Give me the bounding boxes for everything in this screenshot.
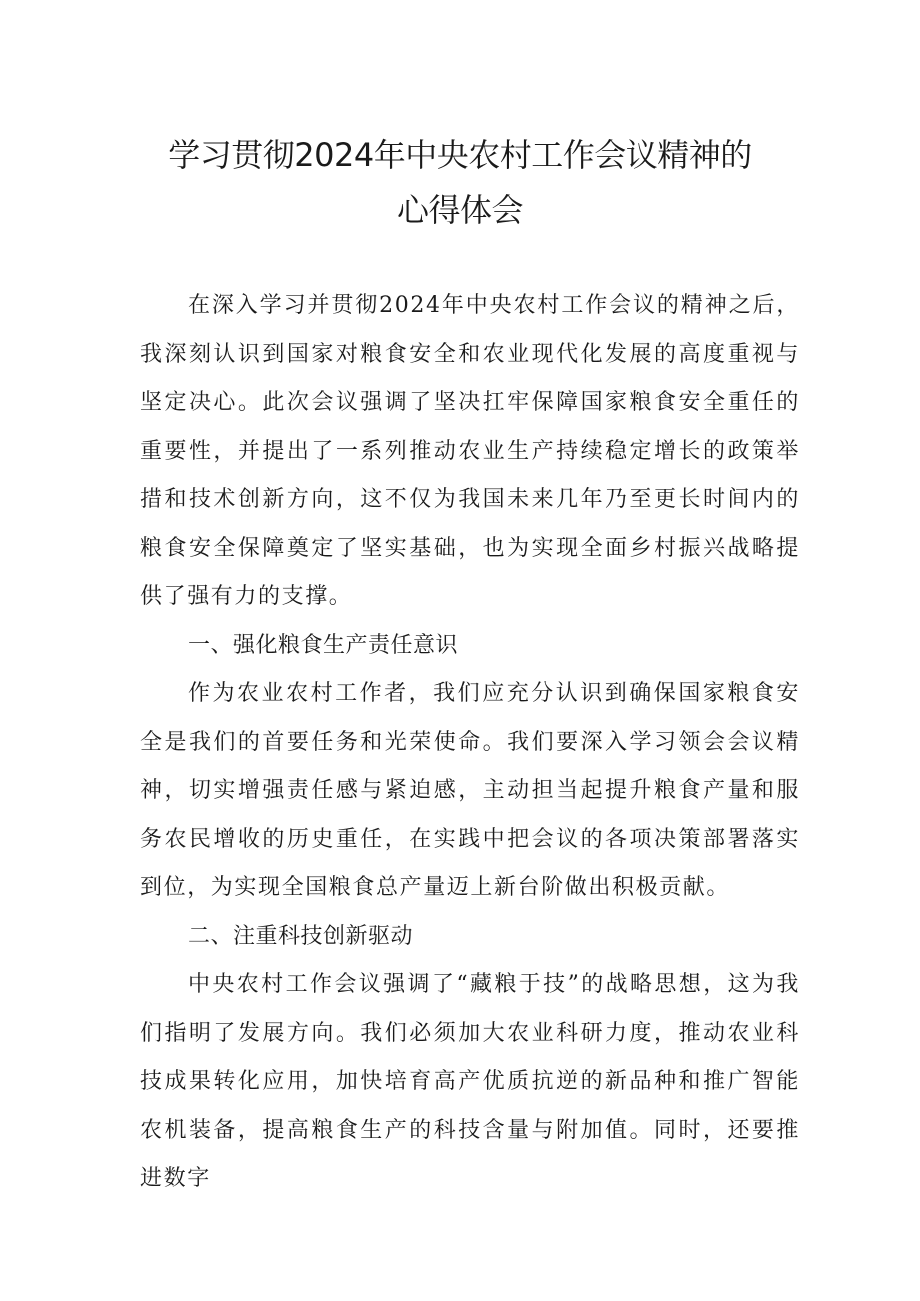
intro-paragraph: 在深入学习并贯彻2024年中央农村工作会议的精神之后，我深刻认识到国家对粮食安全和农业现代化发展的高度重视与坚定决心。此次会议强调了坚决扛牢保障国家粮食安全重任的重要性，并提出了一系列推动农业生产持续稳定增长的政策举措和技术创新方向，这不仅为我国未来几年乃至更长时间内的粮食安全保障奠定了坚实基础，也为实现全面乡村振兴战略提供了强有力的支撑。	[140, 293, 800, 609]
document-title-line-1: 学习贯彻2024年中央农村工作会议精神的	[168, 136, 752, 174]
section-paragraph-1: 作为农业农村工作者，我们应充分认识到确保国家粮食安全是我们的首要任务和光荣使命。我们要深入学习领会会议精神，切实增强责任感与紧迫感，主动担当起提升粮食产量和服务农民增收的历史重任，在实践中把会议的各项决策部署落实到位，为实现全国粮食总产量迈上新台阶做出积极贡献。	[140, 681, 800, 900]
document-body	[140, 282, 800, 1204]
section-paragraph-2: 中央农村工作会议强调了“藏粮于技”的战略思想，这为我们指明了发展方向。我们必须加大农业科研力度，推动农业科技成果转化应用，加快培育高产优质抗逆的新品种和推广智能农机装备，提高粮食生产的科技含量与附加值。同时，还要推进数字	[140, 972, 800, 1191]
document-title-line-2: 心得体会	[396, 191, 523, 229]
section-heading-1: 一、强化粮食生产责任意识	[188, 632, 459, 658]
section-heading-2: 二、注重科技创新驱动	[188, 923, 414, 949]
